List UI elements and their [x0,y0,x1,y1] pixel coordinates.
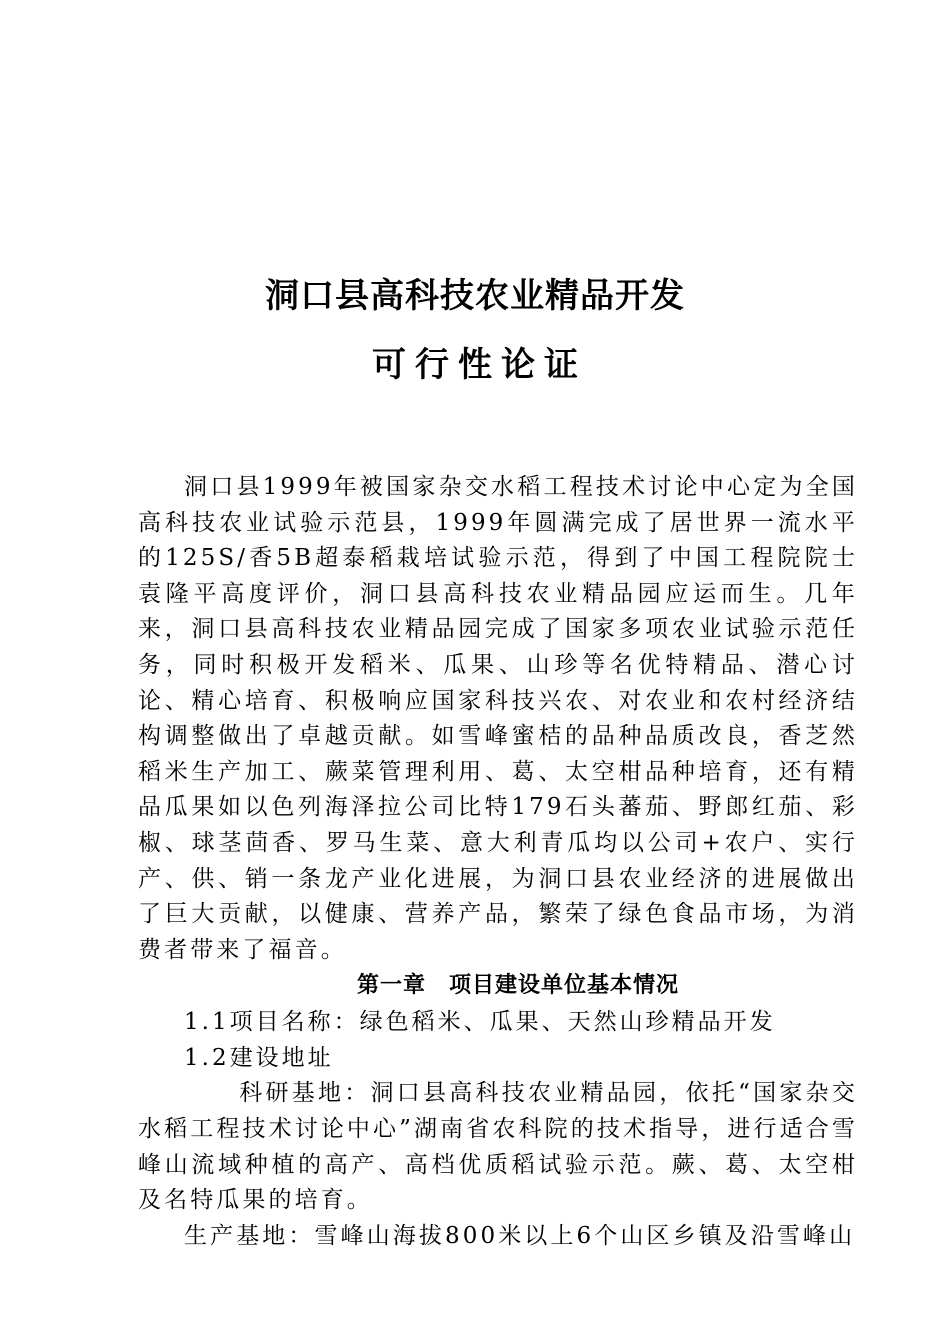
chapter-heading: 第一章 项目建设单位基本情况 [356,973,679,999]
production-base-paragraph: 生产基地：雪峰山海拔800米以上6个山区乡镇及沿雪峰山 [184,1222,856,1249]
intro-paragraph: 洞口县1999年被国家杂交水稻工程技术讨论中心定为全国高科技农业试验示范县，1999年圆满完成了居世界一流水平的125S/香5B超泰稻栽培试验示范，得到了中国工程院院士袁隆平高度评价，洞口县高科技农业精品园应运而生。几年来，洞口县高科技农业精品园完成了国家多项农业试验示范任务，同时积极开发稻米、瓜果、山珍等名优特精品、潜心讨论、精心培育、积极响应国家科技兴农、对农业和农村经济结构调整做出了卓越贡献。如雪峰蜜桔的品种品质改良，香芝然稻米生产加工、蕨菜管理利用、葛、太空柑品种培育，还有精品瓜果如以色列海泽拉公司比特179石头蕃茄、野郎红茄、彩椒、球茎茴香、罗马生菜、意大利青瓜均以公司+农户、实行产、供、销一条龙产业化进展，为洞口县农业经济的进展做出了巨大贡献，以健康、营养产品，繁荣了绿色食品市场，为消费者带来了福音。 [138,474,858,963]
section-1-1: 1.1项目名称：绿色稻米、瓜果、天然山珍精品开发 [184,1009,776,1036]
section-1-2: 1.2建设地址 [184,1045,334,1072]
research-base-paragraph: 科研基地：洞口县高科技农业精品园，依托“国家杂交水稻工程技术讨论中心”湖南省农科院的技术指导，进行适合雪峰山流域种植的高产、高档优质稻试验示范。蕨、葛、太空柑及名特瓜果的培育。 [138,1080,858,1214]
document-subtitle: 可行性论证 [372,345,587,385]
document-title: 洞口县高科技农业精品开发 [265,276,685,316]
document-body [138,470,858,1254]
